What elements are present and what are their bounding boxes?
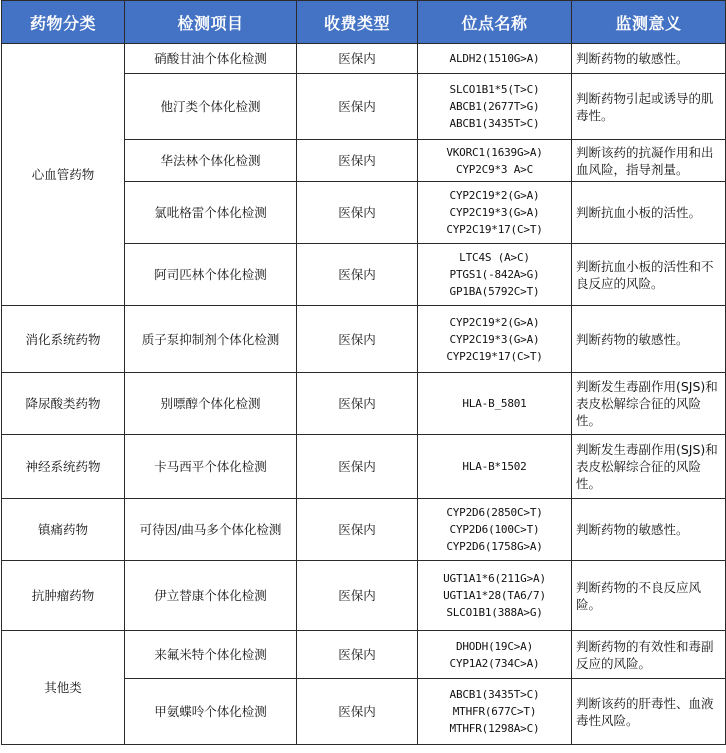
- test-item-cell: 阿司匹林个体化检测: [125, 244, 297, 306]
- test-item-cell: 来氟米特个体化检测: [125, 631, 297, 679]
- fee-type-cell: 医保内: [297, 679, 418, 745]
- header-site-name: 位点名称: [418, 1, 572, 44]
- site-name-line: MTHFR(1298A>C): [449, 722, 540, 735]
- table-row: [2, 306, 726, 373]
- site-name-line: VKORC1(1639G>A): [446, 145, 543, 159]
- test-item-cell: 质子泵抑制剂个体化检测: [125, 306, 297, 373]
- site-name-line: LTC4S (A>C): [459, 251, 530, 264]
- fee-type-cell: 医保内: [297, 182, 418, 244]
- site-name-line: CYP2C19*3(G>A): [449, 332, 540, 346]
- table-row: [2, 631, 726, 679]
- site-name-line: CYP2C19*2(G>A): [449, 189, 540, 202]
- drug-test-table: [1, 0, 726, 745]
- monitoring-meaning-cell: 判断发生毒副作用(SJS)和表皮松解综合征的风险性。: [572, 435, 726, 499]
- site-name-line: CYP1A2(734C>A): [449, 656, 540, 670]
- table-body: [2, 44, 726, 745]
- test-item-cell: 甲氨蝶呤个体化检测: [125, 679, 297, 745]
- table-row: [2, 435, 726, 499]
- fee-type-cell: 医保内: [297, 140, 418, 182]
- site-name-line: GP1BA(5792C>T): [449, 285, 540, 298]
- fee-type-cell: 医保内: [297, 499, 418, 561]
- site-name-line: CYP2C19*3(G>A): [449, 206, 540, 219]
- monitoring-meaning-cell: 判断药物的不良反应风险。: [572, 561, 726, 631]
- fee-type-cell: 医保内: [297, 306, 418, 373]
- site-name-cell: [418, 44, 572, 74]
- table-row: [2, 44, 726, 74]
- table-row: [2, 499, 726, 561]
- site-name-cell: [418, 373, 572, 435]
- site-name-line: SLCO1B1*5(T>C): [449, 83, 540, 96]
- test-item-cell: 氯吡格雷个体化检测: [125, 182, 297, 244]
- header-drug-category: 药物分类: [2, 1, 125, 44]
- header-monitoring-meaning: 监测意义: [572, 1, 726, 44]
- fee-type-cell: 医保内: [297, 244, 418, 306]
- site-name-cell: [418, 499, 572, 561]
- site-name-line: ALDH2(1510G>A): [449, 52, 540, 65]
- site-name-line: ABCB1(3435T>C): [449, 117, 540, 130]
- monitoring-meaning-cell: 判断该药的抗凝作用和出血风险，指导剂量。: [572, 140, 726, 182]
- site-name-line: PTGS1(-842A>G): [449, 268, 540, 281]
- monitoring-meaning-cell: 判断药物的敏感性。: [572, 306, 726, 373]
- site-name-line: UGT1A1*6(211G>A): [443, 572, 546, 585]
- site-name-line: UGT1A1*28(TA6/7): [443, 589, 546, 602]
- test-item-cell: 卡马西平个体化检测: [125, 435, 297, 499]
- site-name-line: CYP2C9*3 A>C: [455, 162, 534, 176]
- monitoring-meaning-cell: 判断抗血小板的活性和不良反应的风险。: [572, 244, 726, 306]
- drug-category-cell: 消化系统药物: [2, 306, 125, 373]
- site-name-cell: [418, 631, 572, 679]
- monitoring-meaning-cell: 判断药物引起或诱导的肌毒性。: [572, 74, 726, 140]
- monitoring-meaning-cell: 判断药物的敏感性。: [572, 44, 726, 74]
- fee-type-cell: 医保内: [297, 561, 418, 631]
- drug-category-cell: 其他类: [2, 631, 125, 745]
- header-fee-type: 收费类型: [297, 1, 418, 44]
- drug-category-cell: 镇痛药物: [2, 499, 125, 561]
- site-name-line: HLA-B_5801: [462, 397, 527, 410]
- test-item-cell: 别嘌醇个体化检测: [125, 373, 297, 435]
- drug-category-cell: 心血管药物: [2, 44, 125, 306]
- site-name-line: CYP2D6(1758G>A): [446, 540, 543, 553]
- monitoring-meaning-cell: 判断药物的有效性和毒副反应的风险。: [572, 631, 726, 679]
- monitoring-meaning-cell: 判断发生毒副作用(SJS)和表皮松解综合征的风险性。: [572, 373, 726, 435]
- site-name-cell: [418, 244, 572, 306]
- site-name-line: CYP2D6(2850C>T): [446, 506, 543, 519]
- site-name-line: CYP2C19*17(C>T): [446, 349, 543, 363]
- site-name-line: SLCO1B1(388A>G): [446, 606, 543, 619]
- drug-category-cell: 降尿酸类药物: [2, 373, 125, 435]
- site-name-line: CYP2D6(100C>T): [449, 523, 540, 536]
- site-name-cell: [418, 561, 572, 631]
- fee-type-cell: 医保内: [297, 44, 418, 74]
- site-name-cell: [418, 140, 572, 182]
- site-name-cell: [418, 679, 572, 745]
- test-item-cell: 可待因/曲马多个体化检测: [125, 499, 297, 561]
- site-name-cell: [418, 435, 572, 499]
- site-name-cell: [418, 306, 572, 373]
- site-name-cell: [418, 182, 572, 244]
- header-row: [2, 1, 726, 44]
- fee-type-cell: 医保内: [297, 74, 418, 140]
- site-name-line: CYP2C19*17(C>T): [446, 223, 543, 236]
- test-item-cell: 他汀类个体化检测: [125, 74, 297, 140]
- header-test-item: 检测项目: [125, 1, 297, 44]
- site-name-cell: [418, 74, 572, 140]
- site-name-line: ABCB1(2677T>G): [449, 100, 540, 113]
- monitoring-meaning-cell: 判断该药的肝毒性、血液毒性风险。: [572, 679, 726, 745]
- site-name-line: DHODH(19C>A): [455, 639, 534, 653]
- test-item-cell: 伊立替康个体化检测: [125, 561, 297, 631]
- drug-category-cell: 神经系统药物: [2, 435, 125, 499]
- monitoring-meaning-cell: 判断抗血小板的活性。: [572, 182, 726, 244]
- site-name-line: ABCB1(3435T>C): [449, 688, 540, 701]
- site-name-line: CYP2C19*2(G>A): [449, 315, 540, 329]
- drug-category-cell: 抗肿瘤药物: [2, 561, 125, 631]
- test-item-cell: 硝酸甘油个体化检测: [125, 44, 297, 74]
- test-item-cell: 华法林个体化检测: [125, 140, 297, 182]
- fee-type-cell: 医保内: [297, 435, 418, 499]
- monitoring-meaning-cell: 判断药物的敏感性。: [572, 499, 726, 561]
- site-name-line: MTHFR(677C>T): [452, 705, 537, 718]
- fee-type-cell: 医保内: [297, 373, 418, 435]
- site-name-line: HLA-B*1502: [462, 460, 527, 473]
- table-row: [2, 561, 726, 631]
- table-row: [2, 373, 726, 435]
- fee-type-cell: 医保内: [297, 631, 418, 679]
